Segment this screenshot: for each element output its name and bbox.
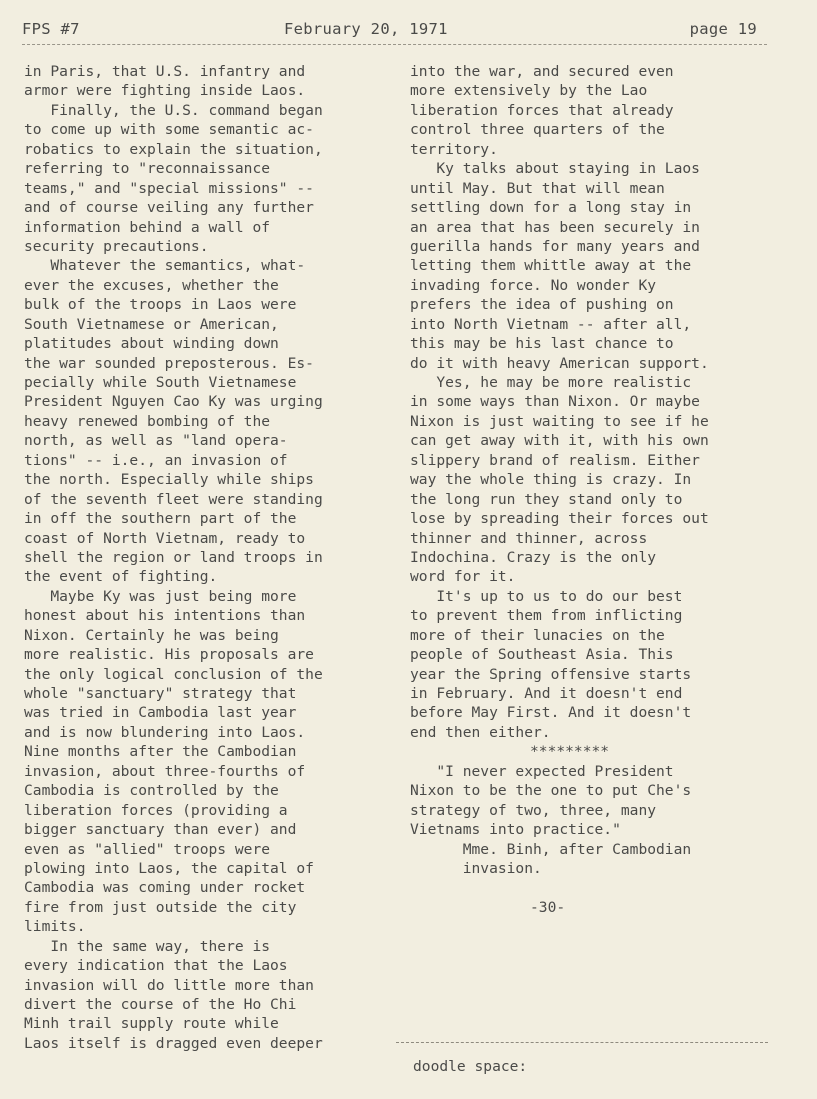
- text-line: the event of fighting.: [24, 568, 218, 586]
- text-line: Minh trail supply route while: [24, 1015, 279, 1033]
- text-line: armor were fighting inside Laos.: [24, 82, 306, 100]
- text-line: invading force. No wonder Ky: [410, 276, 657, 294]
- text-line: to prevent them from inflicting: [410, 607, 683, 625]
- text-line: year the Spring offensive starts: [410, 665, 692, 683]
- text-line: the north. Especially while ships: [24, 471, 314, 489]
- text-line: every indication that the Laos: [24, 957, 288, 975]
- left-column: [24, 62, 386, 1053]
- text-line: "I never expected President: [410, 762, 674, 780]
- text-line: shell the region or land troops in: [24, 548, 323, 566]
- text-line: in February. And it doesn't end: [410, 685, 683, 702]
- text-line: this may be his last chance to: [410, 335, 674, 353]
- text-line: territory.: [410, 140, 498, 158]
- text-line: whole "sanctuary" strategy that: [24, 685, 297, 702]
- text-line: referring to "reconnaissance: [24, 160, 271, 178]
- text-line: in Paris, that U.S. infantry and: [24, 63, 306, 80]
- text-line: do it with heavy American support.: [410, 354, 709, 372]
- text-line: into North Vietnam -- after all,: [410, 315, 692, 333]
- text-line: letting them whittle away at the: [410, 257, 692, 275]
- text-line: platitudes about winding down: [24, 335, 279, 353]
- text-line: teams," and "special missions" --: [24, 179, 314, 197]
- header-divider: [22, 44, 767, 45]
- text-line: way the whole thing is crazy. In: [410, 471, 692, 489]
- text-line: plowing into Laos, the capital of: [24, 859, 314, 877]
- text-line: the war sounded preposterous. Es-: [24, 354, 314, 372]
- text-line: strategy of two, three, many: [410, 801, 657, 819]
- text-line: Mme. Binh, after Cambodian: [410, 840, 692, 858]
- text-line: Maybe Ky was just being more: [24, 587, 297, 605]
- text-line: Laos itself is dragged even deeper: [24, 1034, 323, 1052]
- text-line: Cambodia was coming under rocket: [24, 879, 306, 897]
- text-line: Yes, he may be more realistic: [410, 374, 692, 391]
- text-line: the only logical conclusion of the: [24, 665, 323, 683]
- text-line: more of their lunacies on the: [410, 626, 665, 644]
- text-line: invasion will do little more than: [24, 976, 314, 994]
- publication-label: FPS #7: [22, 20, 80, 38]
- text-line: and is now blundering into Laos.: [24, 723, 306, 741]
- text-line: In the same way, there is: [24, 937, 271, 955]
- text-line: in some ways than Nixon. Or maybe: [410, 393, 700, 411]
- text-line: Ky talks about staying in Laos: [410, 160, 700, 178]
- text-line: thinner and thinner, across: [410, 529, 648, 547]
- text-line: settling down for a long stay in: [410, 199, 692, 217]
- text-line: Nixon. Certainly he was being: [24, 626, 279, 644]
- text-line: information behind a wall of: [24, 218, 271, 236]
- spacer: [410, 878, 770, 897]
- text-line: tions" -- i.e., an invasion of: [24, 451, 288, 469]
- section-divider: [396, 1042, 768, 1043]
- text-line: north, as well as "land opera-: [24, 432, 288, 450]
- text-line: honest about his intentions than: [24, 607, 306, 625]
- text-line: invasion.: [410, 859, 542, 877]
- text-line: people of Southeast Asia. This: [410, 646, 674, 664]
- text-line: coast of North Vietnam, ready to: [24, 529, 306, 547]
- text-line: It's up to us to do our best: [410, 587, 683, 605]
- text-line: until May. But that will mean: [410, 179, 665, 197]
- text-line: Nine months after the Cambodian: [24, 743, 297, 761]
- issue-date: February 20, 1971: [284, 20, 448, 38]
- text-line: Nixon is just waiting to see if he: [410, 412, 709, 430]
- text-line: Indochina. Crazy is the only: [410, 548, 657, 566]
- text-line: Cambodia is controlled by the: [24, 782, 279, 800]
- text-line: South Vietnamese or American,: [24, 315, 279, 333]
- text-line: in off the southern part of the: [24, 510, 297, 528]
- right-column: [410, 62, 770, 917]
- text-line: President Nguyen Cao Ky was urging: [24, 393, 323, 411]
- text-line: Vietnams into practice.": [410, 821, 621, 839]
- text-line: an area that has been securely in: [410, 218, 700, 236]
- text-line: security precautions.: [24, 237, 209, 255]
- text-line: lose by spreading their forces out: [410, 510, 709, 528]
- text-line: ever the excuses, whether the: [24, 276, 279, 294]
- text-line: heavy renewed bombing of the: [24, 412, 271, 430]
- text-line: more realistic. His proposals are: [24, 646, 314, 664]
- text-line: word for it.: [410, 568, 516, 586]
- section-separator-stars: *********: [530, 743, 610, 761]
- text-line: even as "allied" troops were: [24, 840, 271, 858]
- text-line: prefers the idea of pushing on: [410, 296, 674, 314]
- text-line: and of course veiling any further: [24, 199, 314, 217]
- text-line: Whatever the semantics, what-: [24, 257, 306, 275]
- text-line: invasion, about three-fourths of: [24, 762, 306, 780]
- page-header: [22, 18, 767, 46]
- text-line: bigger sanctuary than ever) and: [24, 821, 297, 839]
- text-line: divert the course of the Ho Chi: [24, 996, 297, 1013]
- text-line: was tried in Cambodia last year: [24, 704, 297, 722]
- text-line: before May First. And it doesn't: [410, 704, 692, 722]
- text-line: pecially while South Vietnamese: [24, 374, 297, 391]
- text-line: guerilla hands for many years and: [410, 237, 700, 255]
- text-line: into the war, and secured even: [410, 63, 674, 80]
- text-line: to come up with some semantic ac-: [24, 121, 314, 139]
- doodle-space-label: doodle space:: [413, 1058, 528, 1075]
- text-line: slippery brand of realism. Either: [410, 451, 700, 469]
- text-line: of the seventh fleet were standing: [24, 490, 323, 508]
- text-line: liberation forces (providing a: [24, 801, 288, 819]
- page-label: page 19: [689, 20, 757, 38]
- text-line: Finally, the U.S. command began: [24, 101, 323, 119]
- page-number: -30-: [530, 898, 566, 916]
- text-line: limits.: [24, 918, 86, 936]
- text-line: bulk of the troops in Laos were: [24, 296, 297, 314]
- text-line: robatics to explain the situation,: [24, 140, 323, 158]
- text-line: control three quarters of the: [410, 121, 665, 139]
- text-line: Nixon to be the one to put Che's: [410, 782, 692, 800]
- text-line: fire from just outside the city: [24, 898, 297, 916]
- text-line: can get away with it, with his own: [410, 432, 709, 450]
- text-line: end then either.: [410, 723, 551, 741]
- text-line: more extensively by the Lao: [410, 82, 648, 100]
- text-line: the long run they stand only to: [410, 490, 683, 508]
- text-line: liberation forces that already: [410, 101, 674, 119]
